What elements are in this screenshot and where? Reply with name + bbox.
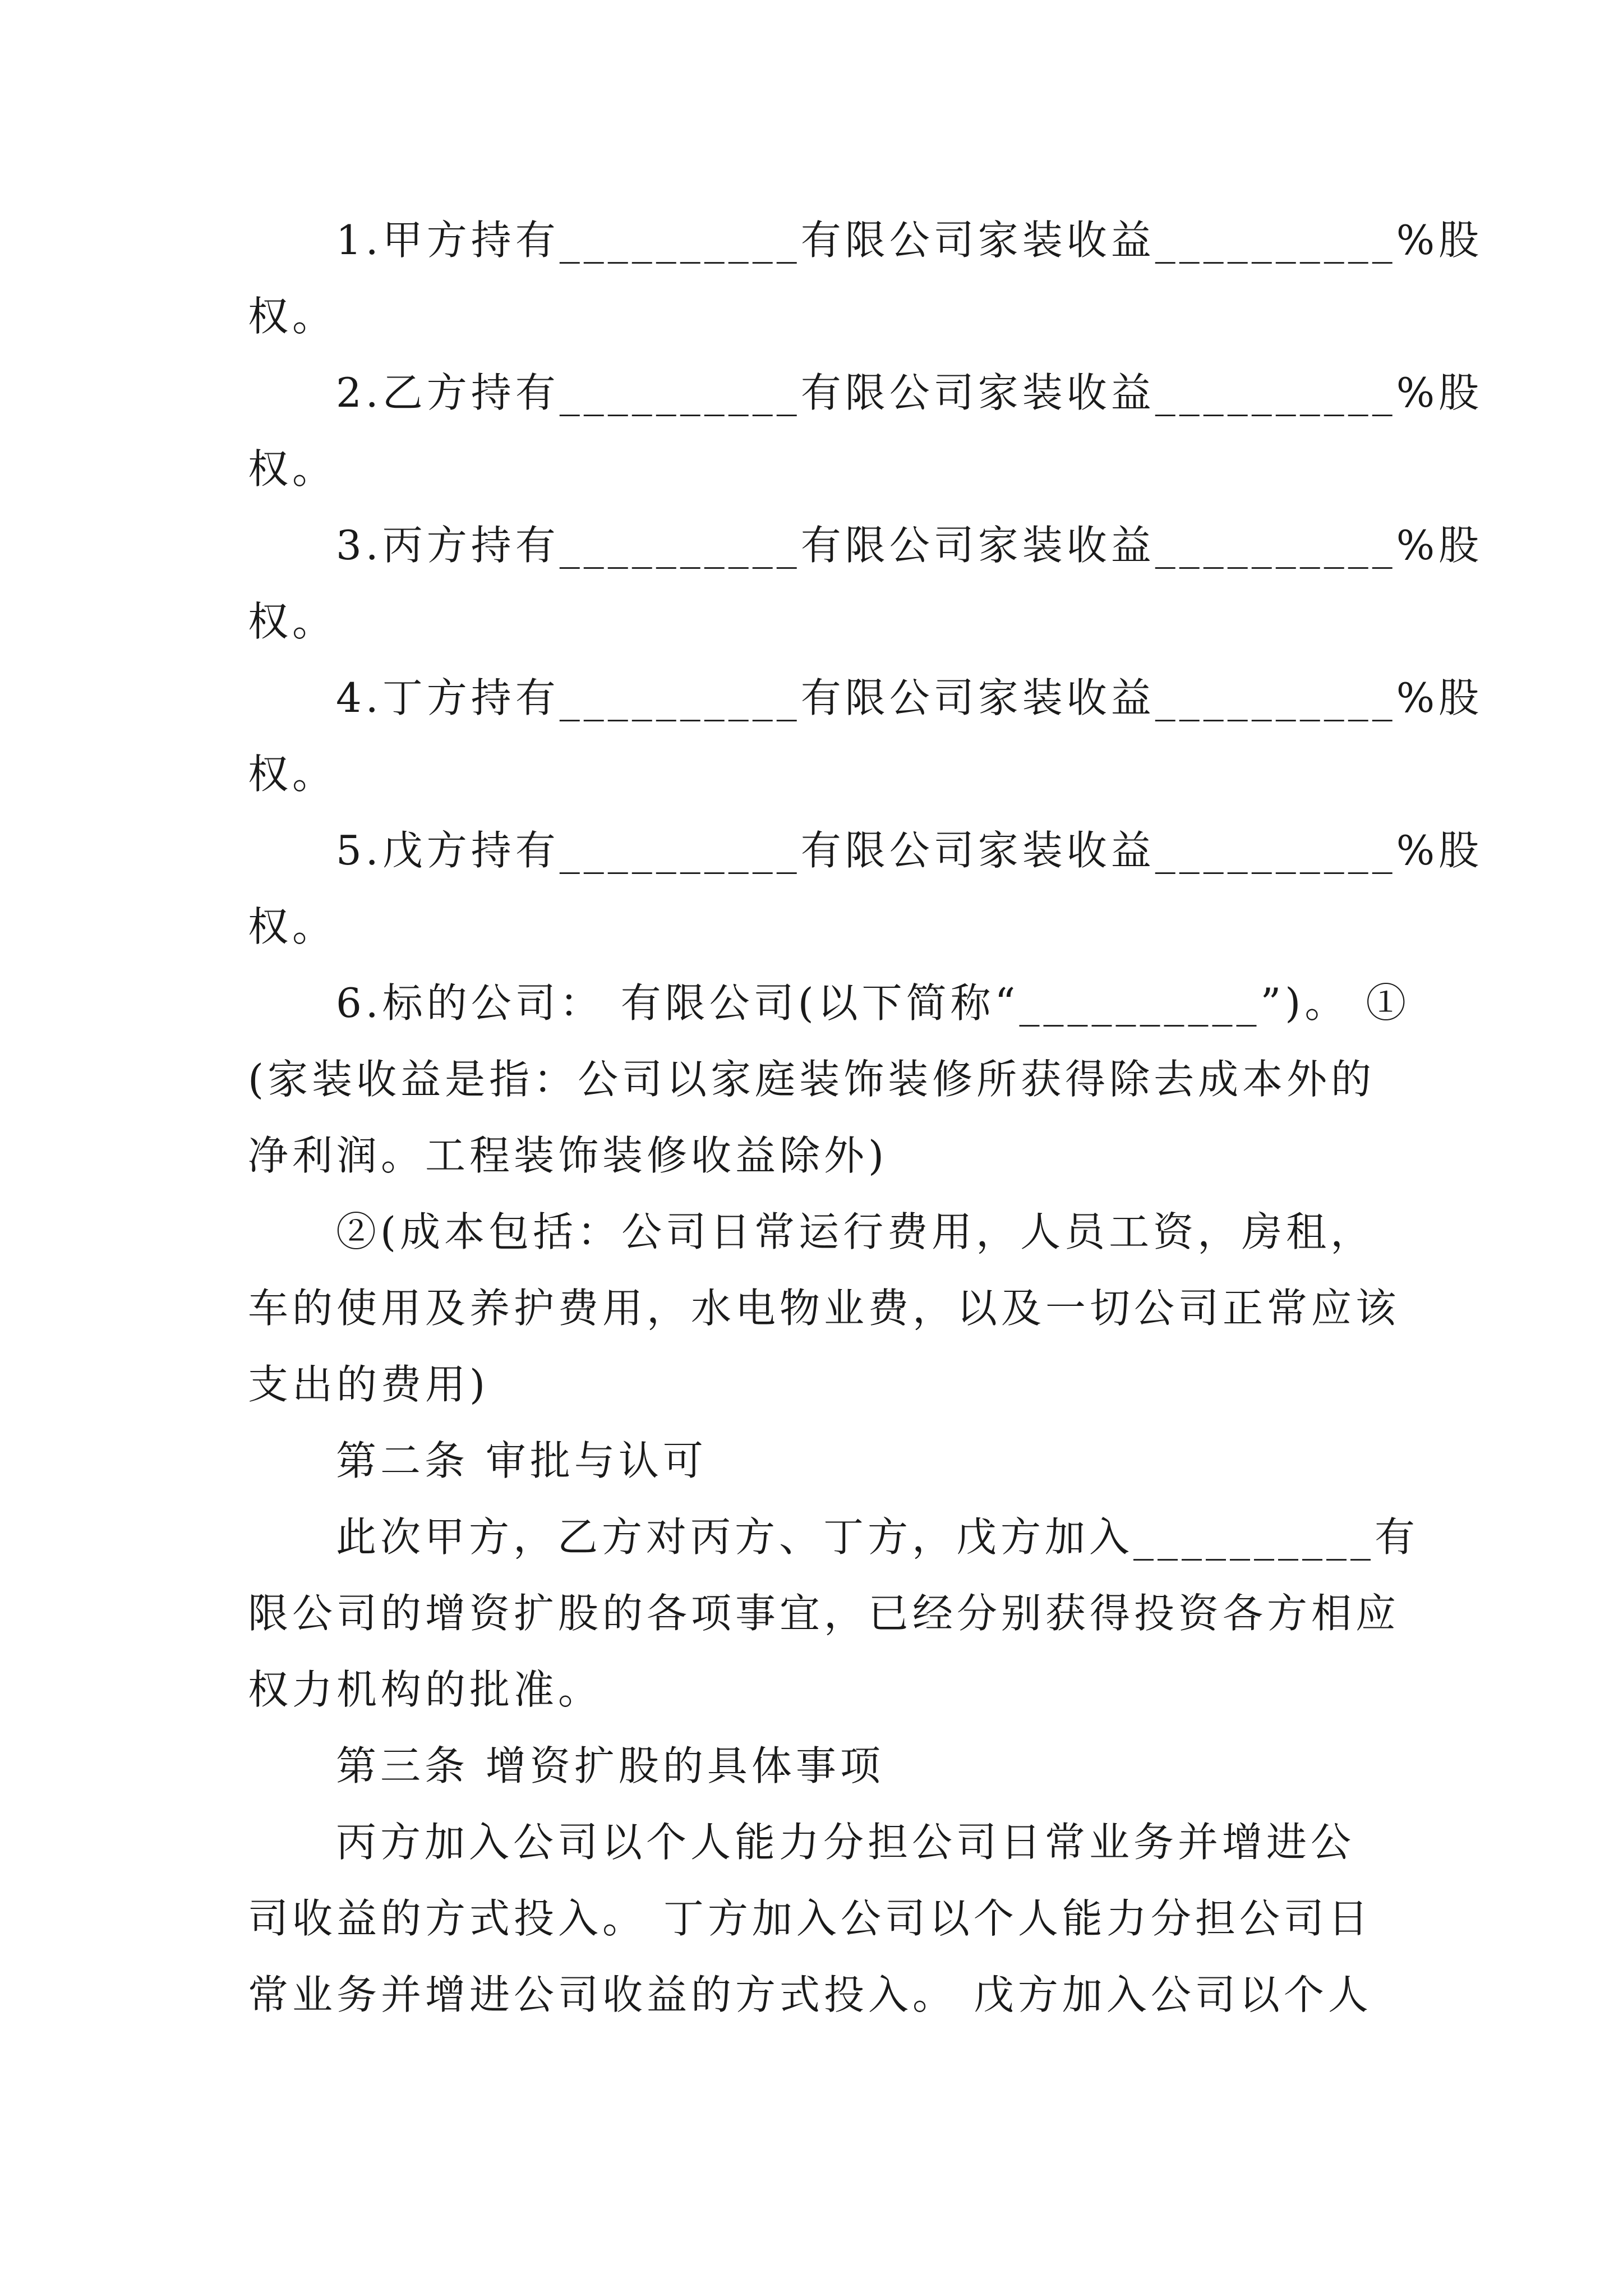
note-line-cost-cont-1: 车的使用及养护费用，水电物业费，以及一切公司正常应该 xyxy=(248,1285,1400,1332)
clause-line-party-c: 3.丙方持有__________有限公司家装收益__________%股 xyxy=(336,522,1483,569)
clause-line-party-c-cont: 权。 xyxy=(248,598,337,645)
clause-line-party-e: 5.戊方持有__________有限公司家装收益__________%股 xyxy=(336,827,1483,874)
note-line-home-income-cont: 净利润。工程装饰装修收益除外) xyxy=(248,1132,888,1179)
note-line-cost-cont-2: 支出的费用) xyxy=(248,1361,490,1408)
article-3-body-3: 常业务并增进公司收益的方式投入。 戊方加入公司以个人 xyxy=(248,1971,1372,2018)
document-page xyxy=(248,202,1483,2033)
clause-line-party-d-cont: 权。 xyxy=(248,751,337,798)
article-3-body-2: 司收益的方式投入。 丁方加入公司以个人能力分担公司日 xyxy=(248,1895,1372,1942)
clause-line-party-e-cont: 权。 xyxy=(248,903,337,950)
article-2-heading: 第二条 审批与认可 xyxy=(336,1437,707,1484)
article-3-body-1: 丙方加入公司以个人能力分担公司日常业务并增进公 xyxy=(336,1819,1355,1866)
clause-line-party-b: 2.乙方持有__________有限公司家装收益__________%股 xyxy=(336,369,1483,416)
article-2-body-2: 限公司的增资扩股的各项事宜，已经分别获得投资各方相应 xyxy=(248,1590,1400,1637)
note-line-home-income: (家装收益是指：公司以家庭装饰装修所获得除去成本外的 xyxy=(248,1056,1376,1103)
clause-line-party-d: 4.丁方持有__________有限公司家装收益__________%股 xyxy=(336,674,1483,721)
article-3-heading: 第三条 增资扩股的具体事项 xyxy=(336,1742,884,1789)
note-line-cost: ②(成本包括：公司日常运行费用，人员工资，房租， xyxy=(336,1208,1375,1255)
article-2-body-1: 此次甲方，乙方对丙方、丁方，戊方加入__________有 xyxy=(336,1513,1419,1561)
clause-line-target-company: 6.标的公司： 有限公司(以下简称“__________”)。 ① xyxy=(336,979,1410,1027)
article-2-body-3: 权力机构的批准。 xyxy=(248,1666,603,1713)
clause-line-party-a: 1.甲方持有__________有限公司家装收益__________%股 xyxy=(336,217,1483,264)
clause-line-party-a-cont: 权。 xyxy=(248,293,337,340)
clause-line-party-b-cont: 权。 xyxy=(248,445,337,493)
